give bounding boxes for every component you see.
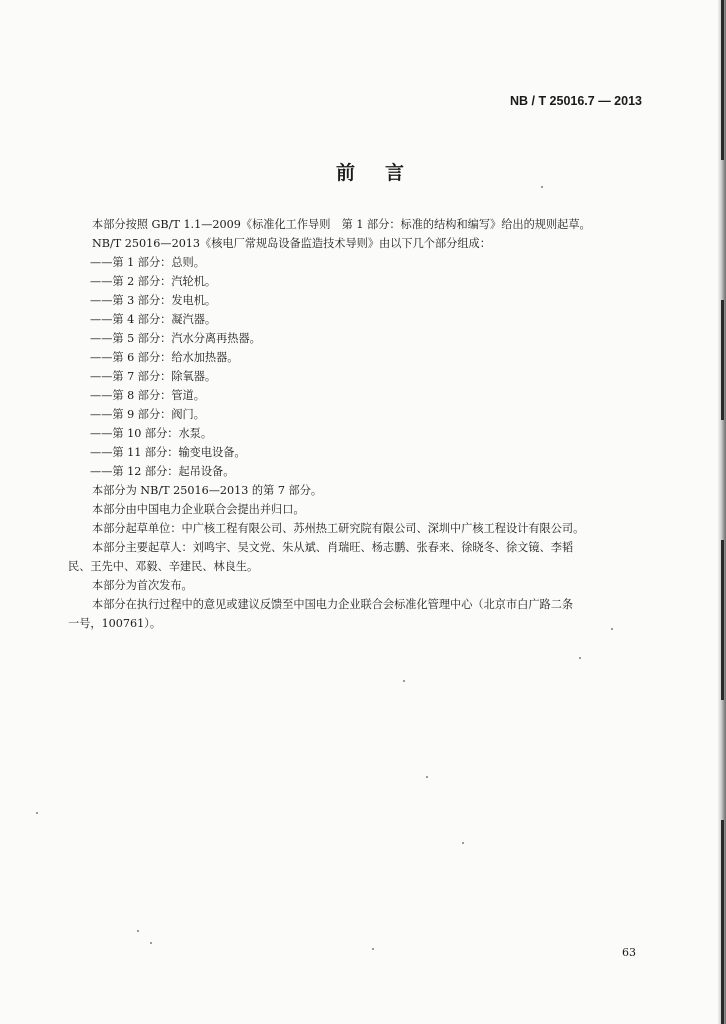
paragraph-drafters: 本部分主要起草人：刘鸣宇、吴文党、朱从斌、肖瑞旺、杨志鹏、张春来、徐晓冬、徐文镜、李韬 xyxy=(92,541,574,554)
scan-speck xyxy=(36,812,38,814)
list-item: ——第 8 部分：管道。 xyxy=(90,389,205,402)
scan-speck xyxy=(150,942,152,944)
scan-edge-line xyxy=(721,300,724,420)
list-item: ——第 12 部分：起吊设备。 xyxy=(90,465,235,478)
scan-edge-line xyxy=(721,540,724,700)
list-item: ——第 7 部分：除氧器。 xyxy=(90,370,217,383)
paragraph-proposer: 本部分由中国电力企业联合会提出并归口。 xyxy=(92,503,305,516)
list-item: ——第 9 部分：阀门。 xyxy=(90,408,205,421)
paragraph-first-release: 本部分为首次发布。 xyxy=(92,579,193,592)
paragraph-drafting-units: 本部分起草单位：中广核工程有限公司、苏州热工研究院有限公司、深圳中广核工程设计有限公司。 xyxy=(92,522,585,535)
list-item: ——第 1 部分：总则。 xyxy=(90,256,205,269)
scan-speck xyxy=(137,930,139,932)
paragraph-drafting-rules: 本部分按照 GB/T 1.1—2009《标准化工作导则 第 1 部分：标准的结构和编写》给出的规则起草。 xyxy=(92,218,591,231)
list-item: ——第 11 部分：输变电设备。 xyxy=(90,446,246,459)
list-item: ——第 3 部分：发电机。 xyxy=(90,294,217,307)
document-code: NB / T 25016.7 — 2013 xyxy=(509,94,642,108)
paragraph-part-number: 本部分为 NB/T 25016—2013 的第 7 部分。 xyxy=(92,484,323,497)
list-item: ——第 5 部分：汽水分离再热器。 xyxy=(90,332,261,345)
scan-speck xyxy=(462,842,464,844)
scan-edge-line xyxy=(721,0,724,160)
list-item: ——第 6 部分：给水加热器。 xyxy=(90,351,239,364)
paragraph-feedback-continued: 一号，100761）。 xyxy=(68,617,162,630)
scan-speck xyxy=(541,186,543,188)
scan-speck xyxy=(372,948,374,950)
scan-speck xyxy=(426,776,428,778)
scan-speck xyxy=(403,680,405,682)
page-number: 63 xyxy=(622,946,636,959)
page-title: 前言 xyxy=(336,162,435,184)
scan-edge-line xyxy=(721,820,724,1024)
paragraph-feedback: 本部分在执行过程中的意见或建议反馈至中国电力企业联合会标准化管理中心（北京市白广路二条 xyxy=(92,598,574,611)
scan-speck xyxy=(579,657,581,659)
list-item: ——第 4 部分：凝汽器。 xyxy=(90,313,217,326)
paragraph-parts-intro: NB/T 25016—2013《核电厂常规岛设备监造技术导则》由以下几个部分组成： xyxy=(92,237,491,250)
scan-speck xyxy=(611,628,613,630)
list-item: ——第 2 部分：汽轮机。 xyxy=(90,275,217,288)
list-item: ——第 10 部分：水泵。 xyxy=(90,427,213,440)
paragraph-drafters-continued: 民、王先中、邓毅、辛建民、林良生。 xyxy=(68,560,259,573)
